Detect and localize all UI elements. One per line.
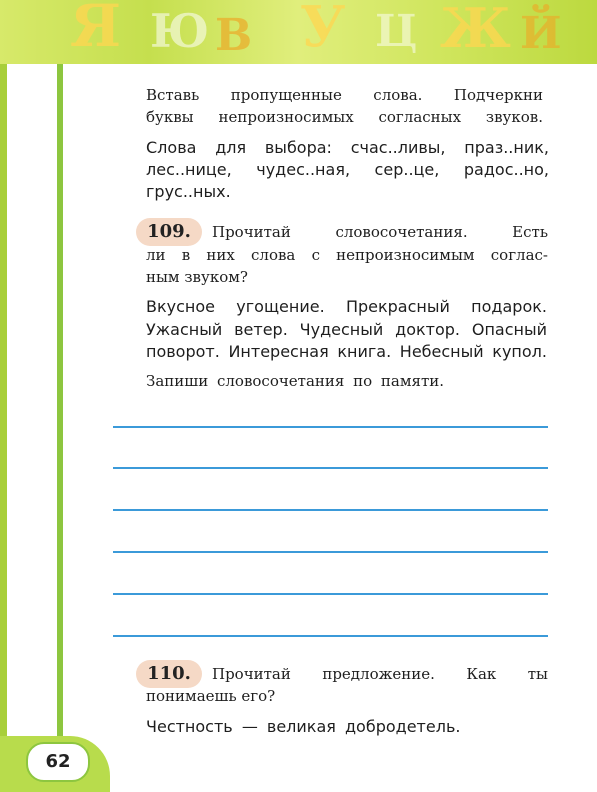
task-question-line: Прочитай словосочетания. Есть — [212, 223, 548, 241]
writing-line[interactable] — [113, 467, 548, 469]
page-number: 62 — [26, 742, 90, 782]
phrase-line: Ужасный ветер. Чудесный доктор. Опасный — [146, 320, 547, 339]
decorative-letter: Ю — [150, 4, 210, 58]
decorative-letter: Й — [520, 8, 562, 59]
decorative-letter: В — [215, 10, 253, 61]
task-instruction: Запиши словосочетания по памяти. — [146, 372, 445, 390]
decorative-letter: Ж — [440, 0, 511, 60]
task-number-badge: 109. — [136, 218, 202, 246]
header-banner — [0, 0, 597, 64]
task-number-badge: 110. — [136, 660, 202, 688]
decorative-letter: У — [300, 0, 346, 60]
left-margin-bar — [0, 64, 7, 792]
writing-line[interactable] — [113, 509, 548, 511]
word-choice-line: Слова для выбора: счас..ливы, праз..ник, — [146, 138, 549, 157]
writing-line[interactable] — [113, 426, 548, 428]
word-choice-line: лес..нице, чудес..ная, сер..це, радос..но, — [146, 160, 549, 179]
writing-line[interactable] — [113, 593, 548, 595]
phrase-line: Вкусное угощение. Прекрасный подарок. — [146, 297, 547, 316]
task-question-line: понимаешь его? — [146, 687, 276, 705]
instruction-line: Вставь пропущенные слова. Подчеркни — [146, 86, 543, 104]
instruction-line: буквы непроизносимых согласных звуков. — [146, 108, 543, 126]
margin-line — [57, 64, 63, 736]
decorative-letter: Я — [70, 0, 122, 60]
quote-sentence: Честность — великая добродетель. — [146, 717, 461, 736]
task-question-line: Прочитай предложение. Как ты — [212, 665, 548, 683]
decorative-letter: Ц — [375, 6, 418, 57]
writing-line[interactable] — [113, 551, 548, 553]
task-question-line: ли в них слова с непроизносимым соглас- — [146, 246, 548, 264]
word-choice-line: грус..ных. — [146, 182, 231, 201]
phrase-line: поворот. Интересная книга. Небесный купол. — [146, 342, 547, 361]
task-question-line: ным звуком? — [146, 268, 248, 286]
writing-line[interactable] — [113, 635, 548, 637]
